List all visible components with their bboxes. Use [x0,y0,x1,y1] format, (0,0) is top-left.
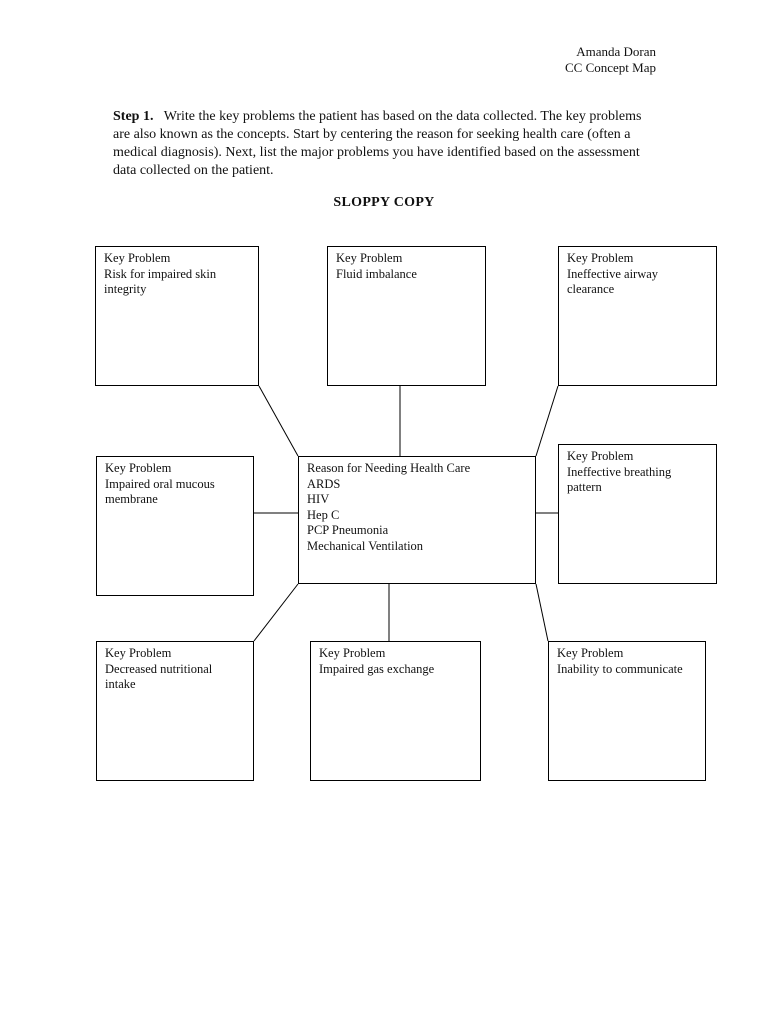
center-item: PCP Pneumonia [307,523,389,537]
key-problem-box-nutrition [96,641,254,781]
key-problem-label: Key Problem [567,449,634,463]
document-title: CC Concept Map [565,59,656,75]
map-title-text: SLOPPY COPY [333,195,435,210]
connector-skin [259,386,298,456]
key-problem-text: Fluid imbalance [336,266,417,281]
connector-airway [536,386,558,456]
step-label: Step 1. [113,109,154,124]
key-problem-text: Decreased nutritional intake [105,661,216,691]
key-problem-label: Key Problem [557,646,624,660]
key-problem-box-fluid [327,246,486,386]
key-problem-label: Key Problem [105,461,172,475]
author-name: Amanda Doran [576,44,656,59]
key-problem-label: Key Problem [319,646,386,660]
key-problem-label: Key Problem [105,646,172,660]
key-problem-label: Key Problem [104,251,171,265]
center-heading: Reason for Needing Health Care [307,461,471,475]
key-problem-text: Impaired oral mucous membrane [105,476,218,506]
key-problem-box-communicate [548,641,706,781]
key-problem-box-skin [95,246,259,386]
center-item: Hep C [307,507,340,522]
key-problem-text: Impaired gas exchange [319,661,435,676]
step-text: Write the key problems the patient has based on the data collected. The key problems are also known as the concepts. Start by centering the reason for seeking health care (often a medical diagnosis). Next, list the major problems you have identified based on the assessment data collected on the patient. [113,109,642,178]
center-reason-box [298,456,536,584]
key-problem-box-breathing [558,444,717,584]
key-problem-box-airway [558,246,717,386]
connector-communicate [536,584,548,641]
key-problem-box-gas [310,641,481,781]
key-problem-text: Inability to communicate [557,661,683,676]
connector-nutrition [254,584,298,641]
key-problem-box-oral [96,456,254,596]
center-item: HIV [307,492,330,506]
center-item: Mechanical Ventilation [307,538,424,553]
key-problem-text: Ineffective breathing pattern [567,464,675,494]
key-problem-label: Key Problem [336,251,403,265]
center-item: ARDS [307,476,341,491]
key-problem-text: Ineffective airway clearance [567,266,662,296]
key-problem-text: Risk for impaired skin integrity [104,266,220,296]
key-problem-label: Key Problem [567,251,634,265]
